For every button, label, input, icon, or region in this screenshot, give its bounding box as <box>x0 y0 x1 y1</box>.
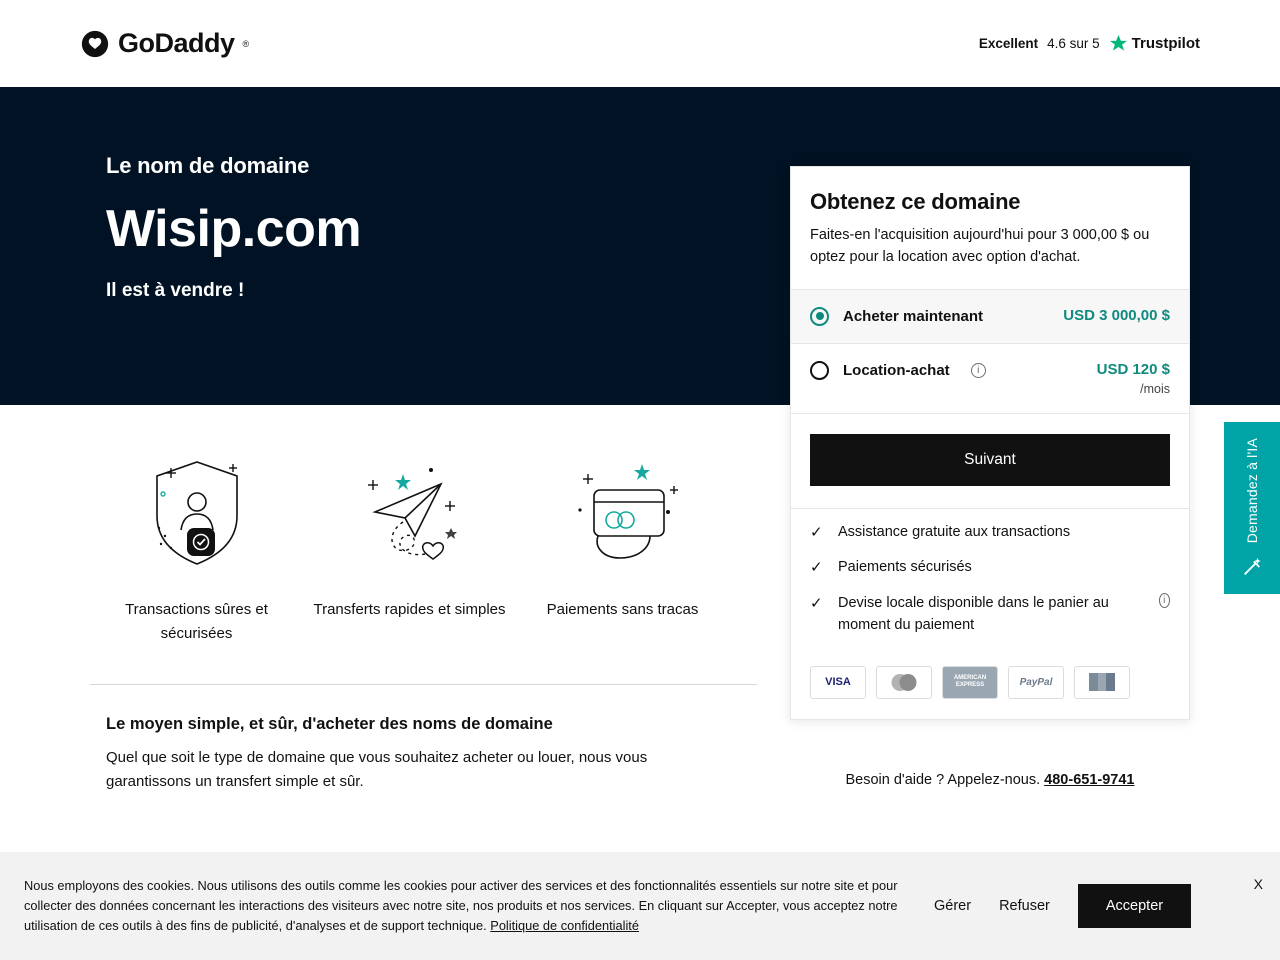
perks-list <box>791 508 1189 656</box>
manage-cookies-button[interactable]: Gérer <box>934 898 972 914</box>
godaddy-heart-icon <box>80 29 110 59</box>
trustpilot-brand-label: Trustpilot <box>1131 35 1200 52</box>
mastercard-logo <box>876 666 932 699</box>
feature-item <box>516 445 729 646</box>
cookie-banner <box>0 852 1280 960</box>
close-icon[interactable]: X <box>1253 876 1263 892</box>
ask-ai-tab[interactable] <box>1224 422 1280 594</box>
cookie-actions <box>934 884 1191 928</box>
paypal-logo <box>1008 666 1064 699</box>
accept-cookies-button[interactable]: Accepter <box>1078 884 1191 928</box>
unionpay-logo <box>1074 666 1130 699</box>
option-buy-now-price: USD 3 000,00 $ <box>1063 306 1170 324</box>
credit-card-hand-icon <box>516 445 729 580</box>
cta-wrapper <box>791 413 1189 508</box>
trustpilot-score: 4.6 sur 5 <box>1047 36 1100 51</box>
purchase-card-description: Faites-en l'acquisition aujourd'hui pour 3 000,00 $ ou optez pour la location avec option d'achat. <box>810 227 1150 265</box>
privacy-policy-link[interactable]: Politique de confidentialité <box>490 917 639 933</box>
help-phone-link[interactable]: 480-651-9741 <box>1044 772 1135 788</box>
option-lease-price-period: /mois <box>1140 381 1170 396</box>
perk-label: Paiements sécurisés <box>838 559 972 576</box>
hero-eyebrow: Le nom de domaine <box>106 153 310 178</box>
option-lease-price-wrap <box>1097 361 1170 396</box>
check-icon: ✓ <box>810 523 823 541</box>
amex-label: AMERICAN EXPRESS <box>953 675 987 688</box>
trustpilot-star-icon <box>1109 34 1128 53</box>
visa-logo <box>810 666 866 699</box>
hero-subtitle: Il est à vendre ! <box>106 280 245 301</box>
option-lease-label: Location-achat <box>843 361 950 379</box>
godaddy-logo[interactable] <box>80 28 249 59</box>
trademark-symbol: ® <box>242 38 250 49</box>
trustpilot-brand <box>1109 34 1200 53</box>
info-section-body: Quel que soit le type de domaine que vous souhaitez acheter ou louer, nous vous garantissons un transfert simple et sûr. <box>106 749 648 790</box>
purchase-card <box>790 166 1190 720</box>
feature-item <box>90 445 303 646</box>
option-lease-to-own[interactable] <box>791 343 1189 413</box>
trustpilot-word: Excellent <box>978 36 1039 51</box>
purchase-card-header <box>791 167 1189 289</box>
check-icon: ✓ <box>810 595 823 612</box>
paper-plane-icon <box>303 445 516 580</box>
visa-label: VISA <box>825 676 851 688</box>
next-button[interactable]: Suivant <box>810 434 1170 486</box>
paypal-label: PayPal <box>1019 676 1053 688</box>
option-buy-now-label: Acheter maintenant <box>843 307 984 325</box>
perk-label: Assistance gratuite aux transactions <box>838 523 1071 540</box>
trustpilot-rating[interactable] <box>979 34 1200 53</box>
help-line <box>790 772 1190 788</box>
refuse-cookies-button[interactable]: Refuser <box>999 898 1050 914</box>
feature-label: Paiements sans tracas <box>546 601 699 618</box>
perk-item <box>810 515 1170 551</box>
perk-item <box>810 586 1170 644</box>
info-section <box>106 715 706 794</box>
check-icon: ✓ <box>810 559 823 577</box>
cookie-text <box>24 876 904 935</box>
godaddy-wordmark: GoDaddy <box>118 28 235 58</box>
option-lease-price: USD 120 $ <box>1096 360 1170 378</box>
feature-item <box>303 445 516 646</box>
option-lease-left <box>810 361 986 380</box>
payment-methods <box>791 656 1189 719</box>
shield-check-icon <box>90 445 303 580</box>
option-buy-now-left <box>810 307 983 326</box>
magic-wand-icon <box>1241 556 1263 578</box>
info-icon[interactable]: i <box>1159 593 1170 608</box>
section-divider <box>90 684 757 685</box>
radio-buy-now[interactable] <box>810 307 829 326</box>
help-text: Besoin d'aide ? Appelez-nous. <box>845 772 1041 788</box>
option-buy-now-price-wrap <box>1063 307 1170 324</box>
feature-label: Transactions sûres et sécurisées <box>125 601 268 642</box>
purchase-card-title: Obtenez ce domaine <box>810 189 1021 214</box>
amex-logo <box>942 666 998 699</box>
perk-label: Devise locale disponible dans le panier au moment du paiement <box>838 595 1109 633</box>
ask-ai-label: Demandez à l'IA <box>1244 438 1260 544</box>
info-icon[interactable]: i <box>971 363 986 378</box>
info-section-title: Le moyen simple, et sûr, d'acheter des noms de domaine <box>106 715 553 733</box>
hero-domain-name: Wisip.com <box>106 200 362 258</box>
feature-label: Transferts rapides et simples <box>313 601 506 618</box>
cookie-body: Nous employons des cookies. Nous utilisons des outils comme les cookies pour activer des services et des fonctionnalités essentiels sur notre site et pour collecter des données concernant les interactions des visiteurs avec notre site, nos produits et nos services. En cliquant sur Accepter, vous acceptez notre utilisation de ces outils à des fins de publicité, d'analyses et de support technique. <box>24 878 898 933</box>
site-header <box>0 0 1280 87</box>
option-buy-now[interactable] <box>791 289 1189 343</box>
perk-item <box>810 550 1170 586</box>
radio-lease-to-own[interactable] <box>810 361 829 380</box>
